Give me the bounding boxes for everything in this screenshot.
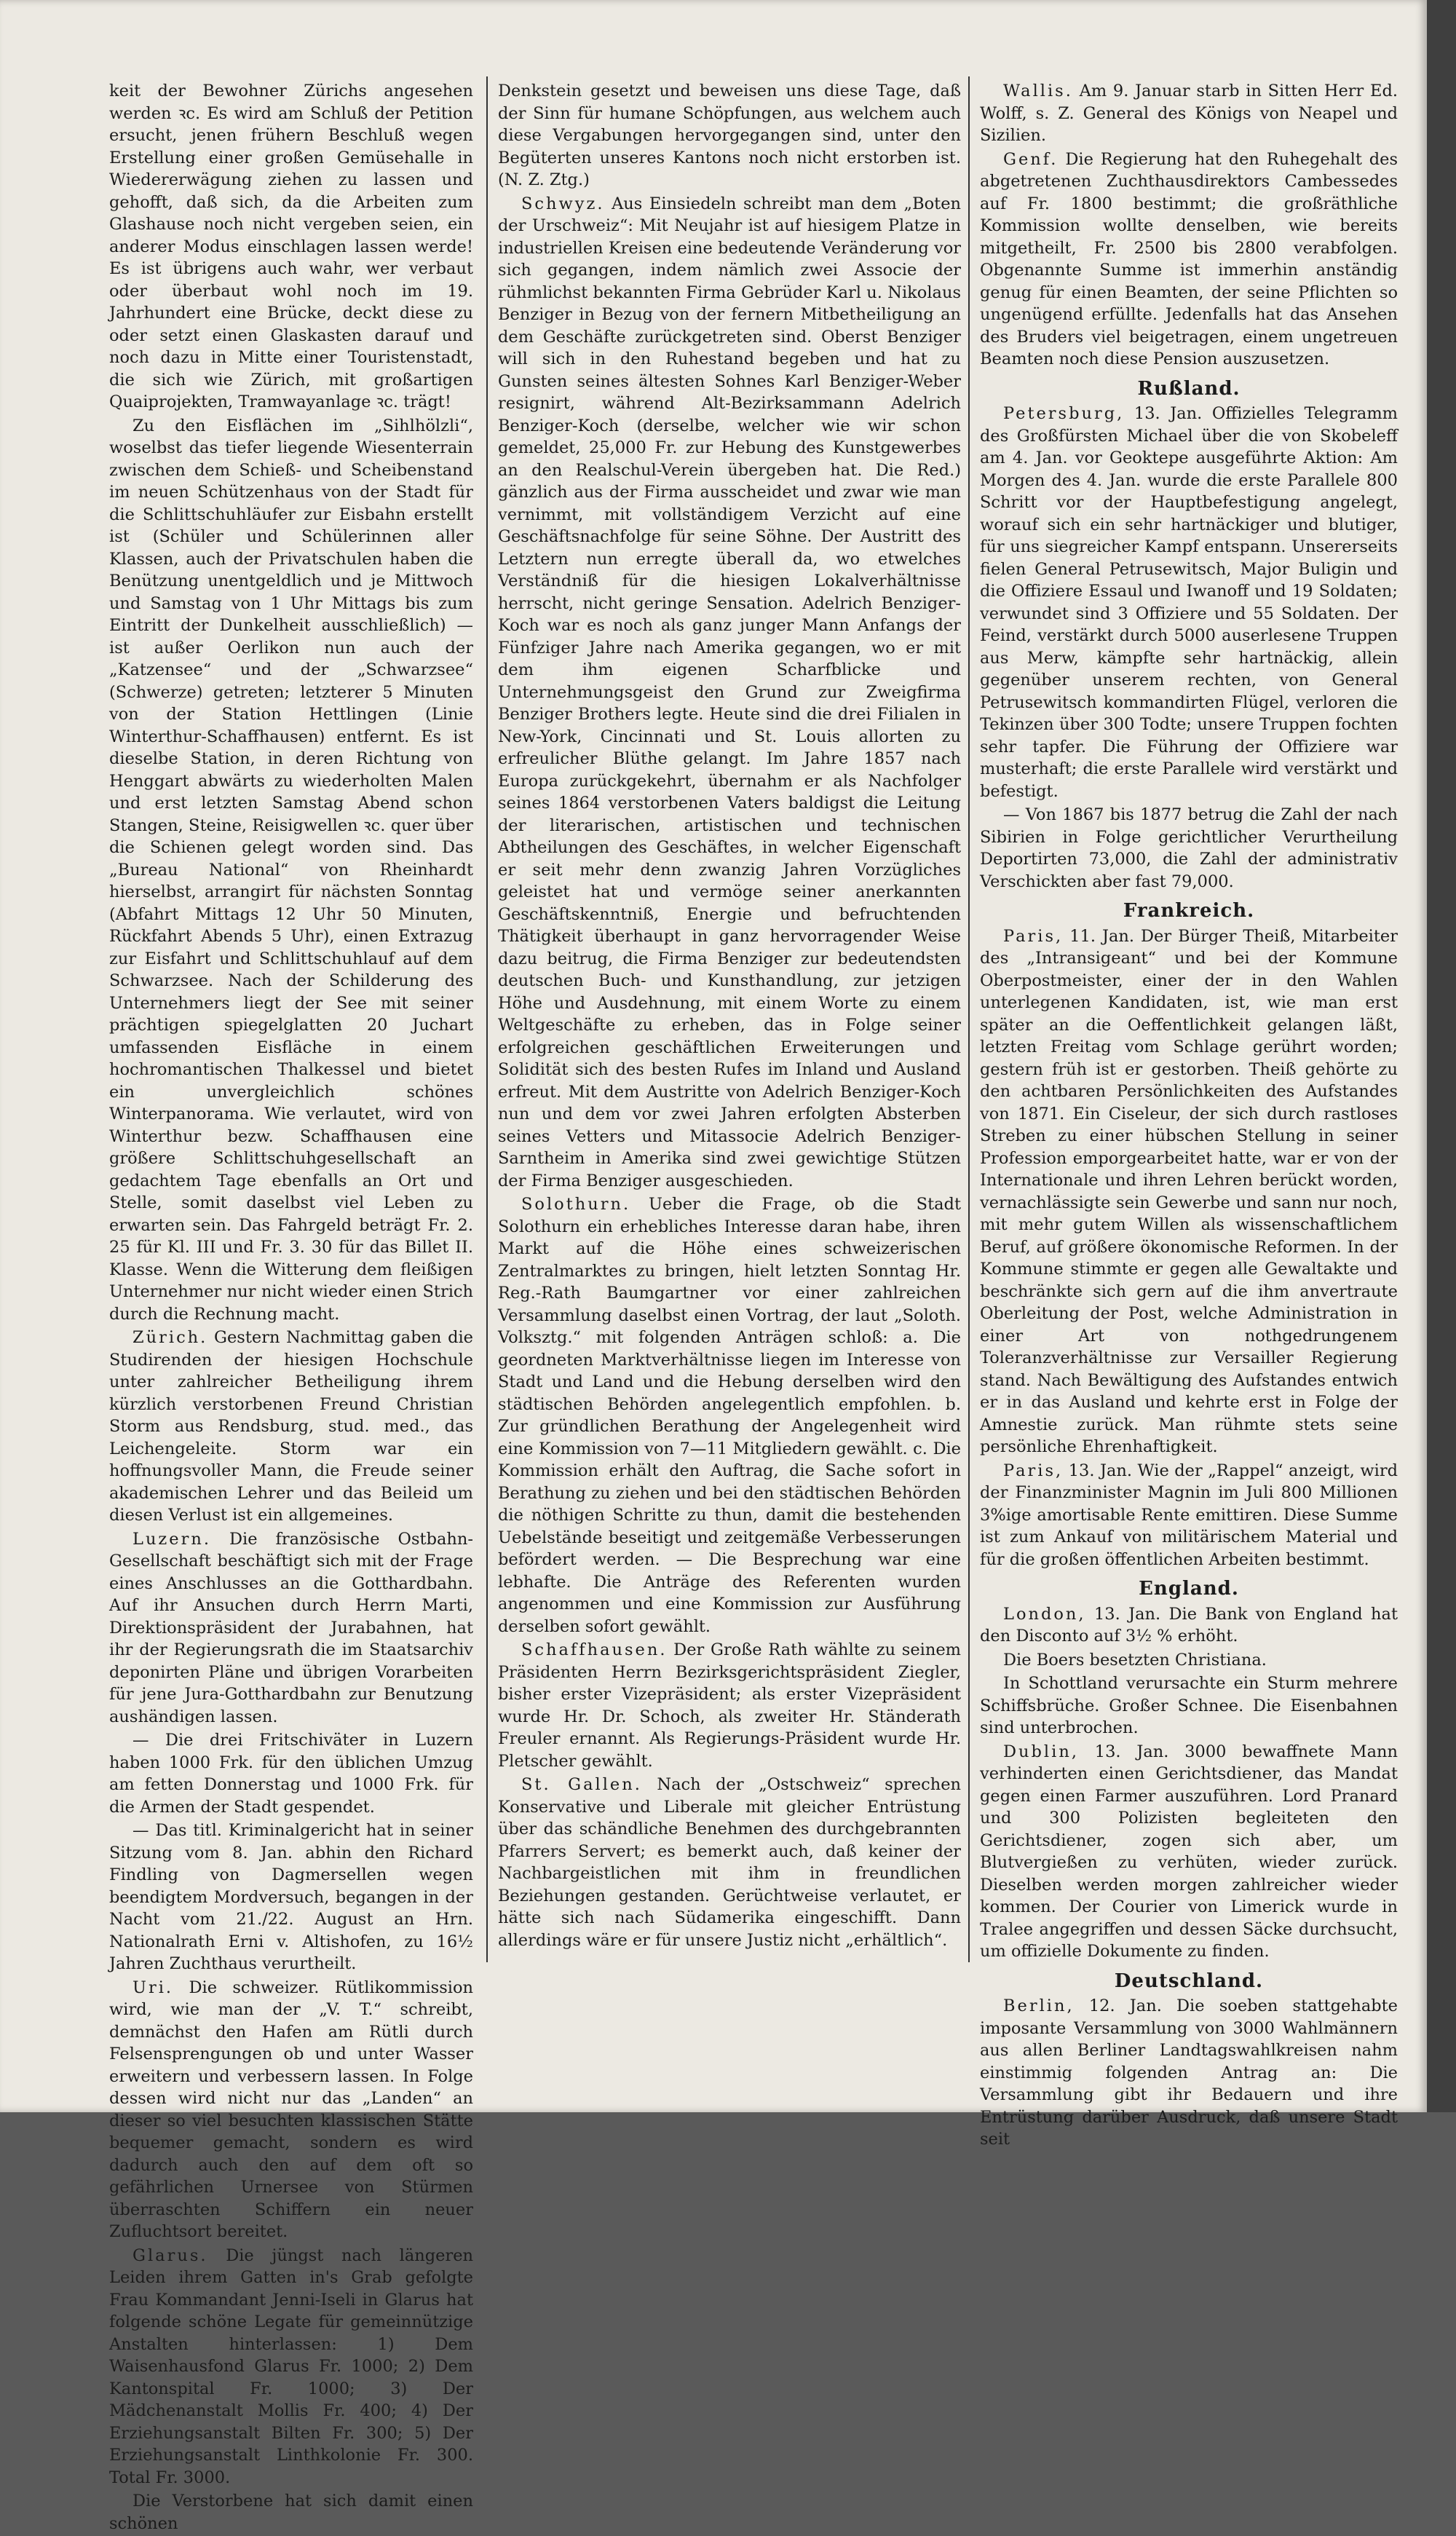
dateline: St. Gallen.	[521, 1775, 642, 1794]
paragraph-text: 11. Jan. Der Bürger Theiß, Mitarbeiter des „Intransigeant“ und bei der Kommune Oberpostmeister, einer der in den Wahlen unterlegenen Kandidaten, ist, wie man erst später an die Oeffentlichkeit gelangen läßt, letzten Freitag vom Schlage gerührt worden; gestern früh ist er gestorben. Theiß gehörte zu den achtbaren Persönlichkeiten des Aufstandes von 1871. Ein Ciseleur, der sich durch rastloses Streben zu einer hübschen Stellung in seiner Profession emporgearbeitet hatte, war er von der Internationale und ihren Lehren berückt worden, vernachlässigte sein Gewerbe und sann nur noch, mit mehr gutem Willen als wissenschaftlichem Beruf, auf größere ökonomische Reformen. In der Kommune stimmte er gegen alle Gewaltakte und beschränkte sich gern auf die ihm anvertraute Oberleitung der Post, welche Administration in einer Art von nothgedrungenem Toleranzverhältnisse zur Versailler Regierung stand. Nach Bewältigung des Aufstandes entwich er in das Ausland und kehrte erst in Folge der Amnestie zurück. Man rühmte stets seine persönliche Ehrenhaftigkeit.	[980, 926, 1398, 1456]
paragraph-text: — Die drei Fritschiväter in Luzern haben 1000 Frk. für den üblichen Umzug am fetten Donnerstag und 1000 Frk. für die Armen der Stadt gespendet.	[109, 1731, 473, 1817]
article-paragraph	[109, 2490, 473, 2535]
section-heading: England.	[1139, 1578, 1239, 1600]
article-paragraph	[109, 1729, 473, 1818]
dateline: Luzern.	[132, 1529, 212, 1549]
article-paragraph	[109, 1977, 473, 2243]
dateline: Paris,	[1003, 1461, 1064, 1480]
dateline: Schwyz.	[521, 194, 605, 213]
column-3	[980, 80, 1398, 2152]
dateline: Berlin,	[1003, 1996, 1075, 2015]
article-paragraph	[109, 80, 473, 414]
dateline: Genf.	[1003, 149, 1059, 169]
paragraph-text: Die jüngst nach längeren Leiden ihrem Gatten in's Grab gefolgte Frau Kommandant Jenni-Iseli in Glarus hat folgende schöne Legate für gemeinnützige Anstalten hinterlassen: 1) Dem Waisenhausfond Glarus Fr. 1000; 2) Dem Kantonspital Fr. 1000; 3) Der Mädchenanstalt Mollis Fr. 400; 4) Der Erziehungsanstalt Bilten Fr. 300; 5) Der Erziehungsanstalt Linthkolonie Fr. 300. Total Fr. 3000.	[109, 2245, 474, 2487]
paragraph-text: — Von 1867 bis 1877 betrug die Zahl der nach Sibirien in Folge gerichtlicher Verurtheilung Deportirten 73,000, die Zahl der administrativ Verschickten aber fast 79,000.	[980, 805, 1398, 891]
paragraph-text: Gestern Nachmittag gaben die Studirenden der hiesigen Hochschule unter zahlreicher Betheiligung ihrem kürzlich verstorbenen Freund Christian Storm aus Rendsburg, stud. med., das Leichengeleite. Storm war ein hoffnungsvoller Mann, die Freude seiner akademischen Lehrer und das Beileid um diesen Verlust ist ein allgemeines.	[109, 1328, 473, 1525]
paragraph-text: Die schweizer. Rütlikommission wird, wie man der „V. T.“ schreibt, demnächst den Hafen am Rütli durch Felsensprengungen ob und unter Wasser erweitern und verbessern lassen. In Folge dessen wird nicht nur das „Landen“ an dieser so viel besuchten klassischen Stätte bequemer gemacht, sondern es wird dadurch auch den auf dem oft so gefährlichen Urnersee von Stürmen überraschten Schiffern ein neuer Zufluchtsort bereitet.	[109, 1978, 473, 2241]
article-paragraph	[109, 2245, 473, 2489]
article-paragraph	[498, 193, 961, 1193]
paragraph-text: 13. Jan. Die Bank von England hat den Disconto auf 3½ % erhöht.	[980, 1604, 1398, 1646]
article-paragraph	[498, 1774, 961, 1951]
paragraph-text: Der Große Rath wählte zu seinem Präsidenten Herrn Bezirksgerichtspräsident Ziegler, bisher erster Vizepräsident; als erster Vizepräsident wurde Hr. Dr. Schoch, als zweiter Hr. Ständerath Freuler ernannt. Als Regierungs-Präsident wurde Hr. Pletscher gewählt.	[498, 1640, 961, 1771]
column-1	[109, 80, 473, 2536]
article-paragraph	[980, 925, 1398, 1458]
paragraph-text: Die Regierung hat den Ruhegehalt des abgetretenen Zuchthausdirektors Cambessedes auf Fr. 1800 bestimmt; die großräthliche Kommission wollte denselben, wie bereits mitgetheilt, Fr. 2500 bis 2800 verabfolgen. Obgenannte Summe ist immerhin anständig genug für einen Beamten, der seine Pflichten so ungenügend erfüllte. Jedenfalls hat das Ansehen des Bruders viel beigetragen, einem ungetreuen Beamten noch diese Pension auszusetzen.	[980, 149, 1398, 368]
paragraph-text: 13. Jan. 3000 bewaffnete Mann verhinderten einen Gerichtsdiener, das Mandat gegen einen Farmer auszuführen. Lord Pranard und 300 Polizisten begleiteten den Gerichtsdiener, zogen sich aber, um Blutvergießen zu verhüten, wieder zurück. Dieselben werden morgen zahlreicher wieder kommen. Der Courier von Limerick wurde in Tralee angegriffen und dessen Säcke durchsucht, um offizielle Dokumente zu finden.	[980, 1742, 1398, 1961]
article-paragraph	[109, 1528, 473, 1729]
dateline: Paris,	[1003, 926, 1064, 946]
article-paragraph	[980, 804, 1398, 893]
article-paragraph	[980, 1995, 1398, 2151]
article-paragraph	[109, 415, 473, 1326]
section-heading: Rußland.	[1137, 377, 1241, 400]
dateline: Schaffhausen.	[521, 1640, 668, 1659]
dateline: Dublin,	[1003, 1742, 1079, 1761]
dateline: Zürich.	[132, 1328, 208, 1347]
article-paragraph	[498, 1639, 961, 1772]
paragraph-text: — Das titl. Kriminalgericht hat in seiner Sitzung vom 8. Jan. abhin den Richard Findling von Dagmersellen wegen beendigtem Mordversuch, begangen in der Nacht vom 21./22. August an Hrn. Nationalrath Erni v. Altishofen, zu 16½ Jahren Zuchthaus verurtheilt.	[109, 1821, 473, 1973]
article-paragraph	[109, 1327, 473, 1527]
article-paragraph	[498, 1193, 961, 1638]
paragraph-text: Ueber die Frage, ob die Stadt Solothurn ein erhebliches Interesse daran habe, ihren Markt auf die Höhe eines schweizerischen Zentralmarktes zu bringen, hielt letzten Sonntag Hr. Reg.-Rath Baumgartner vor einer zahlreichen Versammlung daselbst einen Vortrag, der laut „Soloth. Volksztg.“ mit folgenden Anträgen schloß: a. Die geordneten Marktverhältnisse liegen im Interesse von Stadt und Land und die Hebung derselben wird den städtischen Behörden angelegentlich empfohlen. b. Zur gründlichen Berathung der Angelegenheit wird eine Kommission von 7—11 Mitgliedern gewählt. c. Die Kommission erhält den Auftrag, die Sache sofort in Berathung zu ziehen und bei den städtischen Behörden die nöthigen Schritte zu thun, damit die bestehenden Uebelstände beseitigt und zeitgemäße Verbesserungen befördert werden. — Die Besprechung war eine lebhafte. Die Anträge des Referenten wurden angenommen und eine Kommission zur Ausführung derselben sofort gewählt.	[498, 1195, 961, 1636]
column-2	[498, 80, 961, 1953]
paragraph-text: keit der Bewohner Zürichs angesehen werden ꝛc. Es wird am Schluß der Petition ersucht, jenen frühern Beschluß wegen Erstellung einer großen Gemüsehalle in Wiedererwägung ziehen zu lassen und gehofft, daß sich, da die Arbeiten zum Glashause noch nicht vergeben seien, ein anderer Modus einschlagen lassen werde! Es ist übrigens auch wahr, wer verbaut oder überbaut wohl noch im 19. Jahrhundert eine Brücke, deckt diese zu oder setzt einen Glaskasten darauf und noch dazu in Mitte einer Touristenstadt, die sich wie Zürich, mit großartigen Quaiprojekten, Tramwayanlage ꝛc. trägt!	[109, 82, 473, 411]
dateline: Petersburg,	[1003, 404, 1125, 423]
article-paragraph	[980, 1460, 1398, 1571]
dateline: Wallis.	[1003, 82, 1073, 100]
paragraph-text: Nach der „Ostschweiz“ sprechen Konservative und Liberale mit gleicher Entrüstung über das schändliche Benehmen des durchgebrannten Pfarrers Servert; es bemerkt auch, daß keiner der Nachbargeistlichen mit ihm in freundlichen Beziehungen gestanden. Gerüchtweise verlautet, er hätte sich nach Südamerika eingeschifft. Dann allerdings wäre er für unsere Justiz nicht „erhältlich“.	[498, 1775, 962, 1950]
column-rule	[486, 76, 488, 1962]
paragraph-text: In Schottland verursachte ein Sturm mehrere Schiffsbrüche. Großer Schnee. Die Eisenbahnen sind unterbrochen.	[980, 1674, 1398, 1737]
dateline: London,	[1003, 1604, 1086, 1624]
paragraph-text: Die Verstorbene hat sich damit einen schönen	[109, 2492, 473, 2533]
article-paragraph	[109, 1820, 473, 1975]
paragraph-text: Zu den Eisflächen im „Sihlhölzli“, woselbst das tiefer liegende Wiesenterrain zwischen dem Schieß- und Scheibenstand im neuen Schützenhaus von der Stadt für die Schlittschuhläufer zur Eisbahn erstellt ist (Schüler und Schülerinnen aller Klassen, auch der Privatschulen haben die Benützung unentgeldlich und je Mittwoch und Samstag von 1 Uhr Mittags bis zum Eintritt der Dunkelheit ausschließlich) — ist außer Oerlikon nun auch der „Katzensee“ und der „Schwarzsee“ (Schwerze) getreten; letzterer 5 Minuten von der Station Hettlingen (Linie Winterthur-Schaffhausen) entfernt. Es ist dieselbe Station, in deren Richtung von Henggart abwärts zu wiederholten Malen und erst letzten Samstag Abend schon Stangen, Steine, Reisigwellen ꝛc. quer über die Schienen gelegt worden sind. Das „Bureau National“ von Rheinhardt hierselbst, arrangirt für nächsten Sonntag (Abfahrt Mittags 12 Uhr 50 Minuten, Rückfahrt Abends 5 Uhr), einen Extrazug zur Eisfahrt und Schlittschuhlauf auf dem Schwarzsee. Nach der Schilderung des Unternehmers liegt der See mit seiner prächtigen spiegelglatten 20 Juchart umfassenden Eisfläche in einem hochromantischen Thalkessel und bietet ein unvergleichlich schönes Winterpanorama. Wie verlautet, wird von Winterthur bezw. Schaffhausen eine größere Schlittschuhgesellschaft an gedachtem Tage ebenfalls an Ort und Stelle, somit daselbst viel Leben zu erwarten sein. Das Fahrgeld beträgt Fr. 2. 25 für Kl. III und Fr. 3. 30 für das Billet II. Klasse. Wenn die Witterung dem fleißigen Unternehmer nur nicht wieder einen Strich durch die Rechnung macht.	[109, 416, 473, 1324]
paragraph-text: Die französische Ostbahn-Gesellschaft beschäftigt sich mit der Frage eines Anschlusses an die Gotthardbahn. Auf ihr Ansuchen durch Herrn Marti, Direktionspräsident der Jurabahnen, hat ihr der Regierungsrath die im Staatsarchiv deponirten Pläne und übrigen Vorarbeiten für jene Jura-Gotthardbahn zur Benutzung aushändigen lassen.	[109, 1529, 473, 1726]
article-paragraph	[498, 80, 961, 191]
paragraph-text: 13. Jan. Wie der „Rappel“ anzeigt, wird der Finanzminister Magnin im Juli 800 Millionen 3%ige amortisable Rente emittiren. Diese Summe ist zum Ankauf von militärischem Material und für die großen öffentlichen Arbeiten bestimmt.	[980, 1461, 1398, 1569]
page-edge	[1427, 0, 1456, 2112]
article-paragraph	[980, 1649, 1398, 1672]
article-paragraph	[980, 403, 1398, 802]
article-paragraph	[980, 1741, 1398, 1963]
paragraph-text: Die Boers besetzten Christiana.	[1003, 1650, 1267, 1670]
paragraph-text: Aus Einsiedeln schreibt man dem „Boten der Urschweiz“: Mit Neujahr ist auf hiesigem Platze in industriellen Kreisen eine bedeutende Veränderung vor sich gegangen, indem nämlich zwei Associe der rühmlichst bekannten Firma Gebrüder Karl u. Nikolaus Benziger in Bezug von der fernern Mitbetheiligung an dem Geschäfte zurückgetreten sind. Oberst Benziger will sich in den Ruhestand begeben und hat zu Gunsten seines ältesten Sohnes Karl Benziger-Weber resignirt, während Alt-Bezirksammann Adelrich Benziger-Koch (derselbe, welcher wie wir schon gemeldet, 25,000 Fr. zur Hebung des Kunstgewerbes an den Realschul-Verein übergeben hat. Die Red.) gänzlich aus der Firma ausscheidet und zwar wie man vernimmt, mit vollständigem Verzicht auf eine Geschäftsnachfolge für seine Söhne. Der Austritt des Letztern nun erregte überall da, wo etwelches Verständniß für die hiesigen Lokalverhältnisse herrscht, nicht geringe Sensation. Adelrich Benziger-Koch war es noch als ganz junger Mann Anfangs der Fünfziger Jahre nach Amerika gegangen, wo er mit dem ihm eigenen Scharfblicke und Unternehmungsgeist den Grund zur Zweigfirma Benziger Brothers legte. Heute sind die drei Filialen in New-York, Cincinnati und St. Louis allorten zu erfreulicher Blüthe gelangt. Im Jahre 1857 nach Europa zurückgekehrt, übernahm er als Nachfolger seines 1864 verstorbenen Vaters baldigst die Leitung der literarischen, artistischen und technischen Abtheilungen des Geschäftes, in welcher Eigenschaft er seit mehr denn zwanzig Jahren Vorzügliches geleistet hat und vermöge seiner anerkannten Geschäftskenntniß, Energie und befruchtenden Thätigkeit überhaupt in ganz hervorragender Weise dazu beitrug, die Firma Benziger zur bedeutendsten deutschen Buch- und Kunsthandlung, zur jetzigen Höhe und Ausdehnung, mit einem Worte zu einem Weltgeschäfte zu erheben, das in Folge seiner erfolgreichen geschäftlichen Erweiterungen und Solidität sich des besten Rufes im Inland und Ausland erfreut. Mit dem Austritte von Adelrich Benziger-Koch nun und dem vor zwei Jahren erfolgten Absterben seines Vetters und Mitassocie Adelrich Benziger-Sarntheim in Amerika sind zwei gewichtige Stützen der Firma Benziger ausgeschieden.	[498, 194, 961, 1190]
dateline: Uri.	[132, 1978, 174, 1997]
paragraph-text: Denkstein gesetzt und beweisen uns diese Tage, daß der Sinn für humane Schöpfungen, aus welchem auch diese Vergabungen hervorgegangen sind, unter den Begüterten unseres Kantons noch nicht erstorben ist. (N. Z. Ztg.)	[498, 82, 961, 189]
article-paragraph	[980, 80, 1398, 147]
section-heading: Frankreich.	[1123, 900, 1255, 922]
dateline: Glarus.	[132, 2245, 208, 2265]
article-paragraph	[980, 1672, 1398, 1739]
paragraph-text: 13. Jan. Offizielles Telegramm des Großfürsten Michael über die von Skobeleff am 4. Jan. vor Geoktepe ausgeführte Aktion: Am Morgen des 4. Jan. wurde die erste Parallele 800 Schritt vor der Hauptbefestigung angelegt, worauf sich ein sehr hartnäckiger und blutiger, für uns siegreicher Kampf entspann. Unsererseits fielen General Petrusewitsch, Major Buligin und die Offiziere Essaul und Iwanoff und 19 Soldaten; verwundet sind 3 Offiziere und 55 Soldaten. Der Feind, verstärkt durch 5000 auserlesene Truppen aus Merw, kämpfte sehr hartnäckig, allein gegenüber unserem rechten, von General Petrusewitsch kommandirten Flügel, verloren die Tekinzen über 300 Todte; unsere Truppen fochten sehr tapfer. Die Führung der Offiziere war musterhaft; die erste Parallele wird verstärkt und befestigt.	[980, 404, 1398, 801]
column-rule	[968, 76, 970, 1962]
paragraph-text: Am 9. Januar starb in Sitten Herr Ed. Wolff, s. Z. General des Königs von Neapel und Sizilien.	[980, 82, 1398, 145]
dateline: Solothurn.	[521, 1195, 631, 1214]
article-paragraph	[980, 149, 1398, 371]
paragraph-text: 12. Jan. Die soeben stattgehabte imposante Versammlung von 3000 Wahlmännern aus allen Berliner Landtagswahlkreisen nahm einstimmig folgenden Antrag an: Die Versammlung gibt ihr Bedauern und ihre Entrüstung darüber Ausdruck, daß unsere Stadt seit	[980, 1996, 1398, 2149]
article-paragraph	[980, 1603, 1398, 1648]
section-heading: Deutschland.	[1114, 1970, 1264, 1992]
